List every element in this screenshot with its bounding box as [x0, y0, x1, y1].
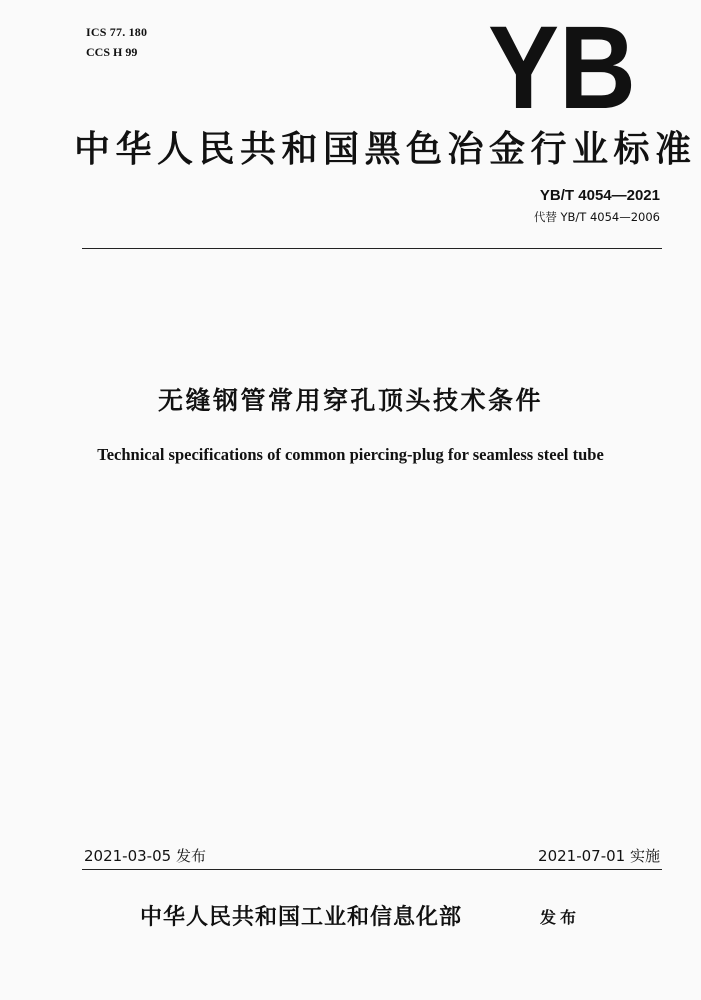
ccs-code: CCS H 99	[86, 45, 138, 59]
implementation-date: 2021-07-01 实施	[538, 847, 660, 865]
standard-number: YB/T 4054—2021	[539, 187, 660, 204]
replaces-standard: 代替 YB/T 4054—2006	[533, 210, 660, 224]
footer-divider	[82, 869, 662, 870]
document-title-english: Technical specifications of common piercing-plug for seamless steel tube	[97, 445, 604, 464]
header-divider	[82, 248, 662, 249]
issuing-authority: 中华人民共和国工业和信息化部	[140, 904, 463, 930]
issue-date: 2021-03-05 发布	[84, 847, 206, 865]
yb-logo-text: YB	[488, 18, 636, 122]
yb-logo	[486, 18, 638, 122]
document-title-chinese: 无缝钢管常用穿孔顶头技术条件	[157, 386, 543, 415]
publish-label: 发布	[540, 908, 581, 927]
industry-standard-title: 中华人民共和国黑色冶金行业标准	[74, 129, 697, 170]
ics-code: ICS 77. 180	[86, 25, 148, 39]
